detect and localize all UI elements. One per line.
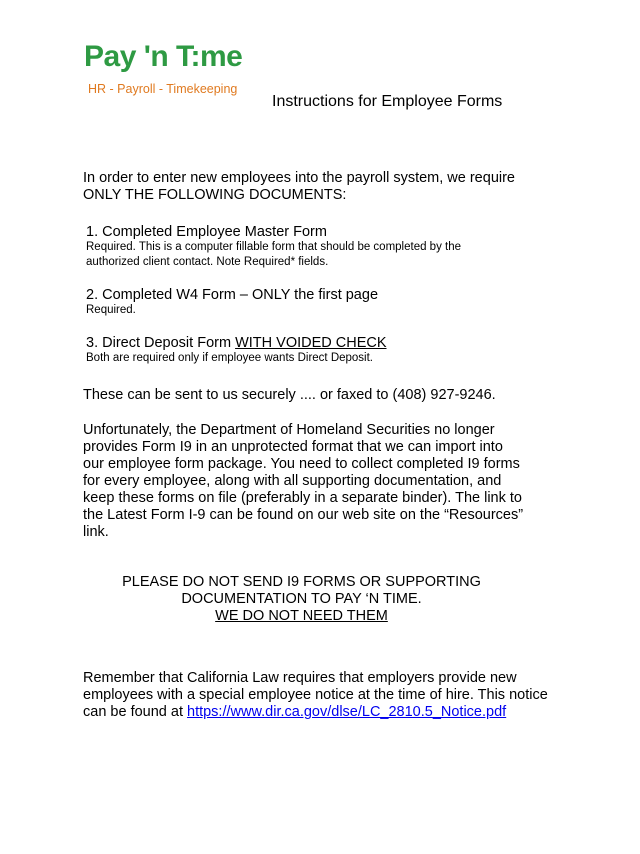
california-line: [83, 704, 563, 721]
i9-line: Unfortunately, the Department of Homeland Securities no longer: [83, 422, 495, 438]
i9-line: the Latest Form I-9 can be found on our web site on the “Resources”: [83, 507, 524, 523]
i9-line: link.: [83, 524, 109, 540]
i9-line: provides Form I9 in an unprotected format that we can import into: [83, 439, 503, 455]
company-logo: [84, 40, 274, 102]
i9-line: our employee form package. You need to collect completed I9 forms: [83, 456, 520, 472]
california-line: employees with a special employee notice at the time of hire. This notice: [83, 687, 548, 703]
item-direct-deposit-note: Both are required only if employee wants Direct Deposit.: [86, 352, 374, 364]
note-line: Required. This is a computer fillable form that should be completed by the: [86, 241, 462, 253]
logo-tagline: HR - Payroll - Timekeeping: [88, 82, 238, 96]
note-line: authorized client contact. Note Required* fields.: [86, 256, 329, 268]
intro-paragraph: [83, 170, 563, 204]
item-direct-deposit-title: [86, 335, 387, 351]
item-employee-master-form-note: [86, 240, 526, 270]
page-title: Instructions for Employee Forms: [272, 93, 503, 110]
intro-line: In order to enter new employees into the payroll system, we require: [83, 170, 515, 186]
item-direct-deposit-prefix: 3. Direct Deposit Form: [86, 335, 236, 351]
i9-paragraph: [83, 422, 563, 541]
item-w4-form-note: Required.: [86, 304, 136, 316]
california-paragraph: [83, 670, 563, 721]
voided-check-emphasis: WITH VOIDED CHECK: [235, 335, 387, 351]
notice-line: PLEASE DO NOT SEND I9 FORMS OR SUPPORTING: [122, 574, 481, 590]
i9-line: for every employee, along with all supporting documentation, and: [83, 473, 502, 489]
california-notice-link[interactable]: https://www.dir.ca.gov/dlse/LC_2810.5_Notice.pdf: [187, 704, 507, 720]
i9-notice: [83, 574, 520, 625]
item-employee-master-form-title: 1. Completed Employee Master Form: [86, 224, 327, 240]
item-w4-form-title: 2. Completed W4 Form – ONLY the first page: [86, 287, 379, 303]
intro-line: ONLY THE FOLLOWING DOCUMENTS:: [83, 187, 347, 203]
i9-line: keep these forms on file (preferably in a separate binder). The link to: [83, 490, 522, 506]
notice-line: DOCUMENTATION TO PAY ‘N TIME.: [181, 591, 422, 607]
notice-emphasis: WE DO NOT NEED THEM: [215, 608, 388, 624]
logo-brand-name: Pay 'n T:me: [84, 40, 243, 73]
send-instructions: These can be sent to us securely .... or faxed to (408) 927-9246.: [83, 387, 496, 403]
california-line: Remember that California Law requires that employers provide new: [83, 670, 517, 686]
california-link-prefix: can be found at: [83, 704, 187, 720]
